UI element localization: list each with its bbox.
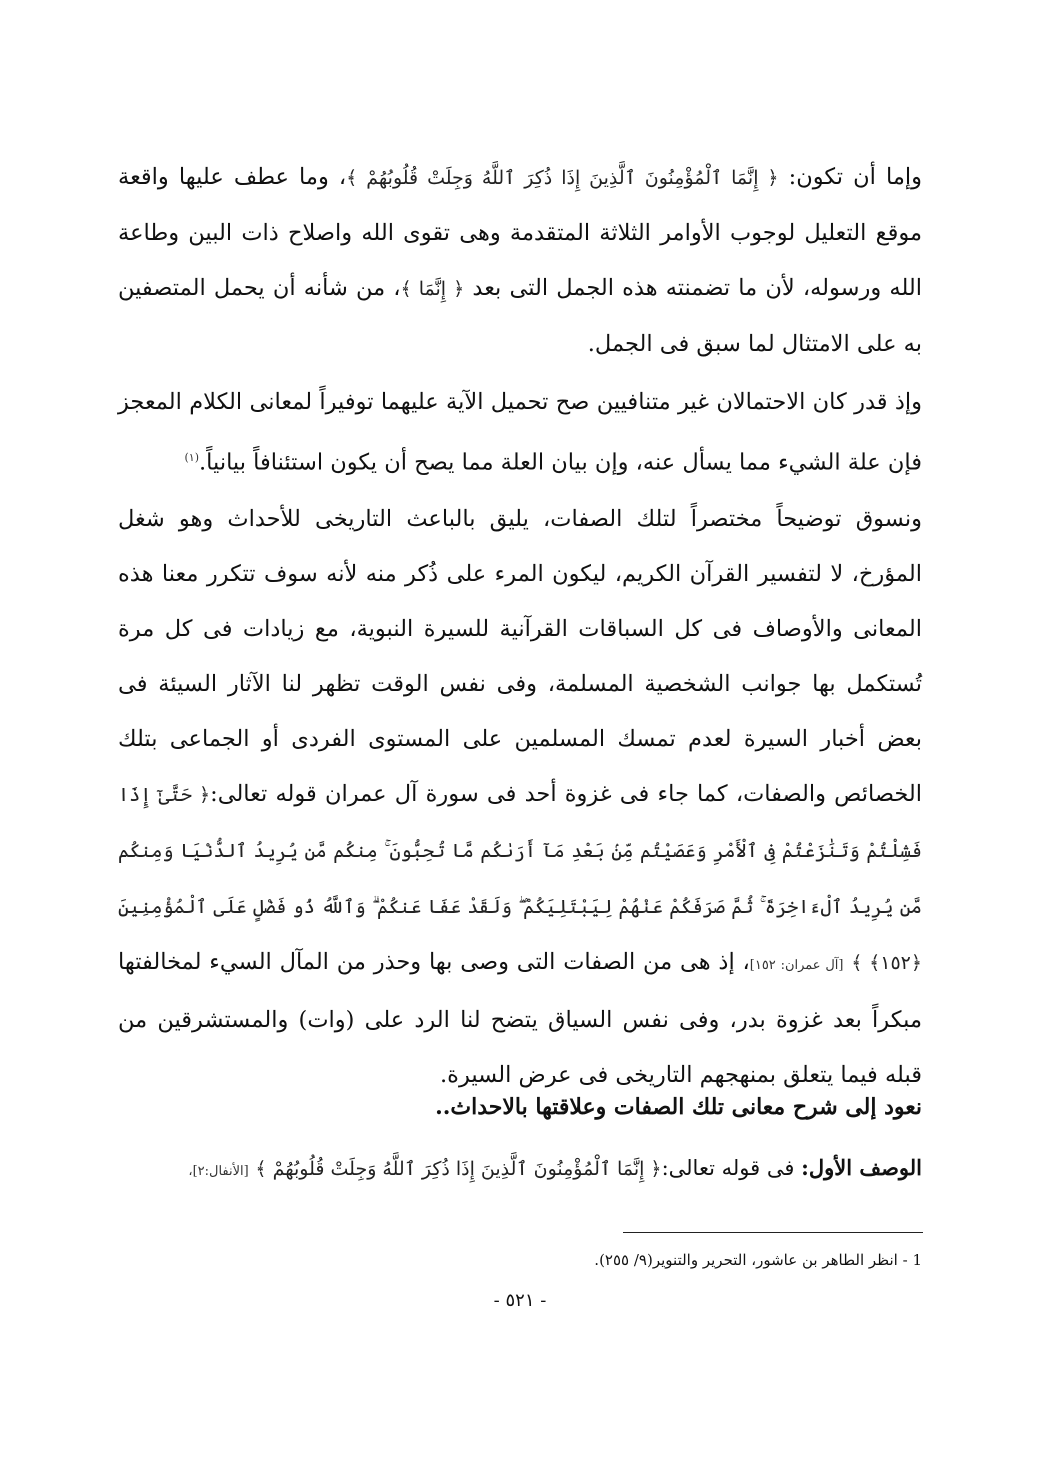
paragraph-2-text: وإذ قدر كان الاحتمالان غير متنافيين صح تحميل الآية عليهما توفيراً لمعانى الكلام المعجز فإن علة الشيء مما يسأل عنه، وإن بيان العلة مما يصح أن يكون استئنافاً بيانياً. <box>118 389 922 476</box>
footnote-marker: (١) <box>184 451 200 464</box>
first-description-intro: فى قوله تعالى: <box>661 1156 795 1180</box>
paragraph-1-intro: وإما أن تكون: <box>788 164 923 190</box>
paragraph-1-body: ، وما عطف عليها واقعة موقع التعليل لوجوب الأوامر الثلاثة المتقدمة وهى تقوى الله واصلاح ذات البين وطاعة الله ورسوله، لأن ما تضمنته هذه الجمل التى بعد <box>118 164 922 301</box>
section-heading: نعود إلى شرح معانى تلك الصفات وعلاقتها بالاحداث.. <box>435 1094 922 1120</box>
verse-reference-anfal: [الأنفال:٢]، <box>188 1164 249 1179</box>
page-number: - ٥٢١ - <box>493 1290 547 1311</box>
paragraph-1-ending: ، من شأنه أن يحمل المتصفين به على الامتثال لما سبق فى الجمل. <box>118 275 922 357</box>
paragraph-2 <box>118 375 922 491</box>
footnote <box>118 1248 922 1272</box>
paragraph-3 <box>118 492 922 1103</box>
verse-reference-al-imran: [آل عمران: ١٥٢] <box>749 958 844 973</box>
paragraph-1 <box>118 150 922 372</box>
paragraph-3-continuation: ، إذ هى من الصفات التى وصى بها وحذر من المآل السيء لمخالفتها مبكراً بعد غزوة بدر، وفى نفس السياق يتضح لنا الرد على (وات) والمستشرقين من قبله فيما يتعلق بمنهجهم التاريخى فى عرض السيرة. <box>118 949 922 1088</box>
quran-word-innama: ﴿ إِنَّمَا ﴾ <box>400 278 465 300</box>
quran-verse-al-imran-152: ﴿ حَتَّىٰٓ إِذَا فَشِلْتُمْ وَتَنَٰزَعْتُمْ فِى ٱلْأَمْرِ وَعَصَيْتُم مِّنۢ بَعْدِ مَآ أَرَىٰكُم مَّا تُحِبُّونَ ۚ مِنكُم مَّن يُرِيدُ ٱلدُّنْيَا وَمِنكُم مَّن يُرِيدُ ٱلْءَاخِرَةَ ۚ ثُمَّ صَرَفَكُمْ عَنْهُمْ لِيَبْتَلِيَكُمْ ۖ وَلَقَدْ عَفَا عَنكُمْ ۗ وَٱللَّهُ ذُو فَضْلٍ عَلَى ٱلْمُؤْمِنِينَ ﴿١٥٢﴾ ﴾ <box>118 784 922 974</box>
footnote-number: 1 - <box>902 1251 922 1269</box>
first-description <box>118 1140 922 1199</box>
quran-verse-anfal-2: ﴿ إِنَّمَا ٱلْمُؤْمِنُونَ ٱلَّذِينَ إِذَا ذُكِرَ ٱللَّهُ وَجِلَتْ قُلُوبُهُمْ ﴾ <box>346 167 779 189</box>
footnote-divider <box>623 1232 923 1233</box>
first-description-label: الوصف الأول: <box>801 1155 922 1180</box>
footnote-text: انظر الطاهر بن عاشور، التحرير والتنوير(٩/ ٢٥٥). <box>594 1251 898 1269</box>
paragraph-3-text: ونسوق توضيحاً مختصراً لتلك الصفات، يليق بالباعث التاريخى للأحداث وهو شغل المؤرخ، لا لتفسير القرآن الكريم، ليكون المرء على ذُكر منه لأنه سوف تتكرر معنا هذه المعانى والأوصاف فى كل السباقات القرآنية للسيرة النبوية، مع زيادات فى كل مرة تُستكمل بها جوانب الشخصية المسلمة، وفى نفس الوقت تظهر لنا الآثار السيئة فى بعض أخبار السيرة لعدم تمسك المسلمين على المستوى الفردى أو الجماعى بتلك الخصائص والصفات، كما جاء فى غزوة أحد فى سورة آل عمران قوله تعالى: <box>118 506 922 807</box>
quran-verse-anfal-2-repeat: ﴿ إِنَّمَا ٱلْمُؤْمِنُونَ ٱلَّذِينَ إِذَا ذُكِرَ ٱللَّهُ وَجِلَتْ قُلُوبُهُمْ ﴾ <box>255 1158 662 1180</box>
